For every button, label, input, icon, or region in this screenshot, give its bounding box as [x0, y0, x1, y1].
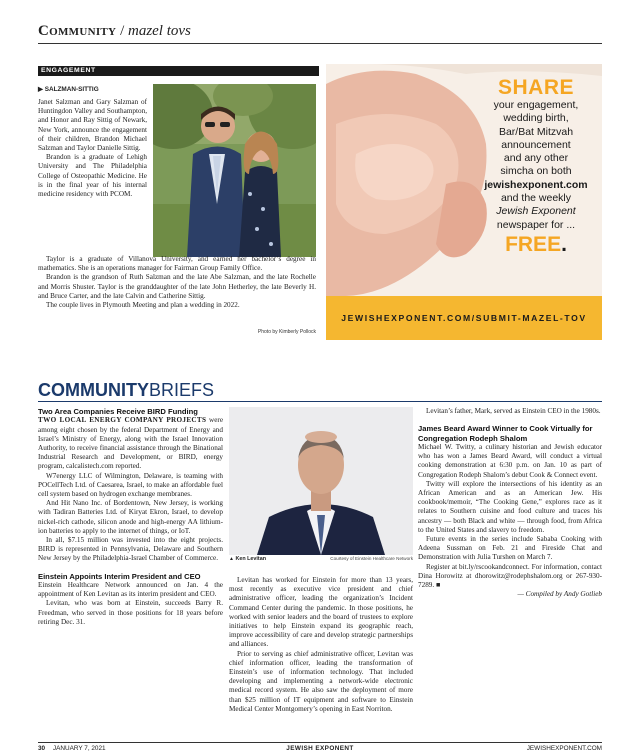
engagement-text-bottom	[38, 255, 316, 310]
story2-para4: Prior to serving as chief administrative officer, Levitan was chief information officer, leading the transformation of Einstein’s use of information technology. That included developing and implementing a network-wide electronic medical record system. He also saw the deployment of more than $25 million of IT equipment and software to Einstein Medical Center Montgomery’s opening in East Norriton.	[229, 649, 413, 713]
story3-para1: Michael W. Twitty, a culinary historian and Jewish educator who has won a James Beard Award, will conduct a virtual cooking demonstration at 6:30 p.m. on Jan. 10 as part of Congregation Rodeph Shalom’s debut Cook & Connect event.	[418, 443, 602, 479]
engagement-name-label: SALZMAN-SITTIG	[44, 86, 99, 93]
engagement-name	[38, 85, 99, 93]
section-name: Community	[38, 23, 117, 39]
section-divider: /	[120, 23, 128, 39]
story2-para5: Levitan’s father, Mark, served as Einstein CEO in the 1980s.	[426, 407, 601, 415]
ad-free-line	[472, 232, 600, 258]
ad-url[interactable]: JEWISHEXPONENT.COM/SUBMIT-MAZEL-TOV	[341, 313, 587, 323]
footer-site[interactable]: JEWISHEXPONENT.COM	[526, 745, 602, 752]
ad-line10: newspaper for ...	[496, 218, 576, 231]
engagement-para1: Janet Salzman and Gary Salzman of Huntingdon Valley and Southampton, and Honor and Ray Sittig of Newark, New York, announce the engagement of their children, Brandon Michael Salzman and Taylor Danielle Sittig.	[38, 98, 147, 153]
footer-paper: JEWISH EXPONENT	[286, 745, 354, 752]
engagement-photo	[153, 84, 316, 257]
ad-line3: Bar/Bat Mitzvah	[498, 125, 574, 138]
engagement-tag: ENGAGEMENT	[38, 66, 319, 76]
story1-para3: And Hit Nano Inc. of Bordentown, New Jersey, is working with Tadiran Batteries Ltd. of Kiryat Ekron, Israel, to develop nickel-rich cathode, silicon anode and high-energy AA lithium-ion batteries to apply to the internet of things, or IoT.	[38, 499, 223, 535]
section-subname: mazel tovs	[127, 23, 191, 39]
levitan-caption: Ken Levitan	[235, 556, 267, 562]
story3-para3: Future events in the series include Sababa Cooking with Adeena Sussman on Feb. 21 and Fireside Chat and Demonstration with Julia Turshen on March 7.	[418, 535, 602, 562]
ad-line4: announcement	[501, 138, 571, 151]
story3-compiled: — Compiled by Andy Gotlieb	[517, 590, 602, 599]
story1-headline: Two Area Companies Receive BIRD Funding	[38, 407, 198, 416]
ad-line9: Jewish Exponent	[496, 205, 576, 218]
story2-headline: Einstein Appoints Interim President and CEO	[38, 571, 201, 581]
engagement-para4: Brandon is the grandson of Ruth Salzman and the late Abe Salzman, and the late Rochelle and Morris Shuster. Taylor is the granddaughter of the late John Hetherley, the late Beverly H. and Bruce Carter, and the late Calvin and Catherine Sittig.	[38, 273, 316, 300]
engagement-para3: Taylor is a graduate of Villanova University, and earned her bachelor’s degree in mathematics. She is an operations manager for Fairman Group Family Office.	[38, 255, 316, 273]
footer	[38, 744, 602, 753]
footer-date: JANUARY 7, 2021	[52, 745, 106, 752]
story3-para4: Register at bit.ly/rscookandconnect. For information, contact Dina Horowitz at dhorowitz@rodephshalom.org or 267-930-7289. ■	[418, 562, 602, 590]
briefs-col2	[229, 576, 413, 714]
ad-share-headline: SHARE	[497, 76, 574, 99]
briefs-title	[38, 380, 214, 400]
briefs-rule	[38, 401, 602, 402]
story1-para2: W7energy LLC of Wilmington, Delaware, is teaming with POCellTech Ltd. of Caesarea, Israel, to make an affordable fuel cell system based on hydrogen exchange membranes.	[38, 471, 223, 499]
briefs-title-bold: COMMUNITY	[38, 380, 149, 400]
levitan-photo	[229, 407, 413, 555]
story2-para1: Einstein Healthcare Network announced on Jan. 4 the appointment of Ken Levitan as its interim president and CEO.	[38, 581, 223, 599]
masthead-rule	[38, 43, 602, 44]
engagement-para2: Brandon is a graduate of Lehigh University and The Philadelphia College of Osteopathic Medicine. He is in the final year of his internal medicine residency with PCOM.	[38, 153, 147, 199]
triangle-right-icon: ▶	[38, 86, 43, 93]
ad-line8: and the weekly	[500, 192, 572, 205]
section-masthead	[38, 22, 191, 40]
story1-para4: In all, $7.15 million was invested into the eight projects. BIRD is represented in Pennsylvania, Delaware and Southern New Jersey by the Philadelphia-Israel Chamber of Commerce.	[38, 536, 223, 563]
story2-para3: Levitan has worked for Einstein for more than 13 years, most recently as executive vice president and chief administrative officer, leading the organization’s Incident Command Center during the pandemic. In those positions, he worked with senior leaders and the board of trustees to explore initiatives to help Einstein expand its geographic reach, improve accessibility of care and develop strategic partnerships and alliances.	[229, 576, 413, 649]
story1-para1	[38, 416, 223, 471]
ad-free-period: .	[561, 232, 567, 256]
story1-para1-rest: were among eight chosen by the federal Department of Energy and Israel’s Ministry of Energy, along with the Israel Innovation Authority, to receive financial assistance through the Binational Industrial Research and Development, or BIRD, energy program, calcalistech.com reported.	[38, 416, 224, 471]
footer-rule	[38, 742, 602, 743]
ad-url-bar[interactable]	[326, 296, 602, 340]
briefs-col1	[38, 407, 223, 627]
ad-line6: simcha on both	[500, 165, 572, 178]
levitan-caption-row	[229, 556, 413, 562]
engagement-para5: The couple lives in Plymouth Meeting and plan a wedding in 2022.	[46, 301, 240, 310]
story3-para2: Twitty will explore the intersections of his identity as an African American and as an American Jew. His cookbook/memoir, “The Cooking Gene,” explores race as it relates to Southern cuisine and food culture and traces his ancestry — both Black and white — through food, from Africa to the United States and slavery to freedom.	[418, 479, 602, 534]
ad-line1: your engagement,	[493, 99, 579, 111]
footer-page-number: 30	[38, 745, 46, 752]
levitan-photo-credit: Courtesy of Einstein Healthcare Network	[330, 556, 413, 561]
story2-para2: Levitan, who was born at Einstein, succeeds Barry R. Freedman, who served in those positions for 18 years before retiring Dec. 31.	[38, 599, 223, 626]
ad-line7: jewishexponent.com	[484, 178, 588, 191]
briefs-col3	[418, 407, 602, 599]
ad-free: FREE	[505, 232, 562, 256]
engagement-photo-credit: Photo by Kimberly Pollock	[257, 329, 316, 335]
story1-lead: TWO LOCAL ENERGY COMPANY PROJECTS	[38, 416, 207, 425]
ad-line5: and any other	[503, 152, 569, 165]
engagement-text-top	[38, 98, 147, 199]
story3-headline: James Beard Award Winner to Cook Virtually for Congregation Rodeph Shalom	[418, 424, 593, 443]
briefs-title-light: BRIEFS	[149, 380, 215, 400]
triangle-up-icon: ▲	[229, 556, 234, 562]
ad-line2: wedding birth,	[503, 112, 569, 125]
mazel-tov-ad[interactable]	[326, 64, 602, 340]
